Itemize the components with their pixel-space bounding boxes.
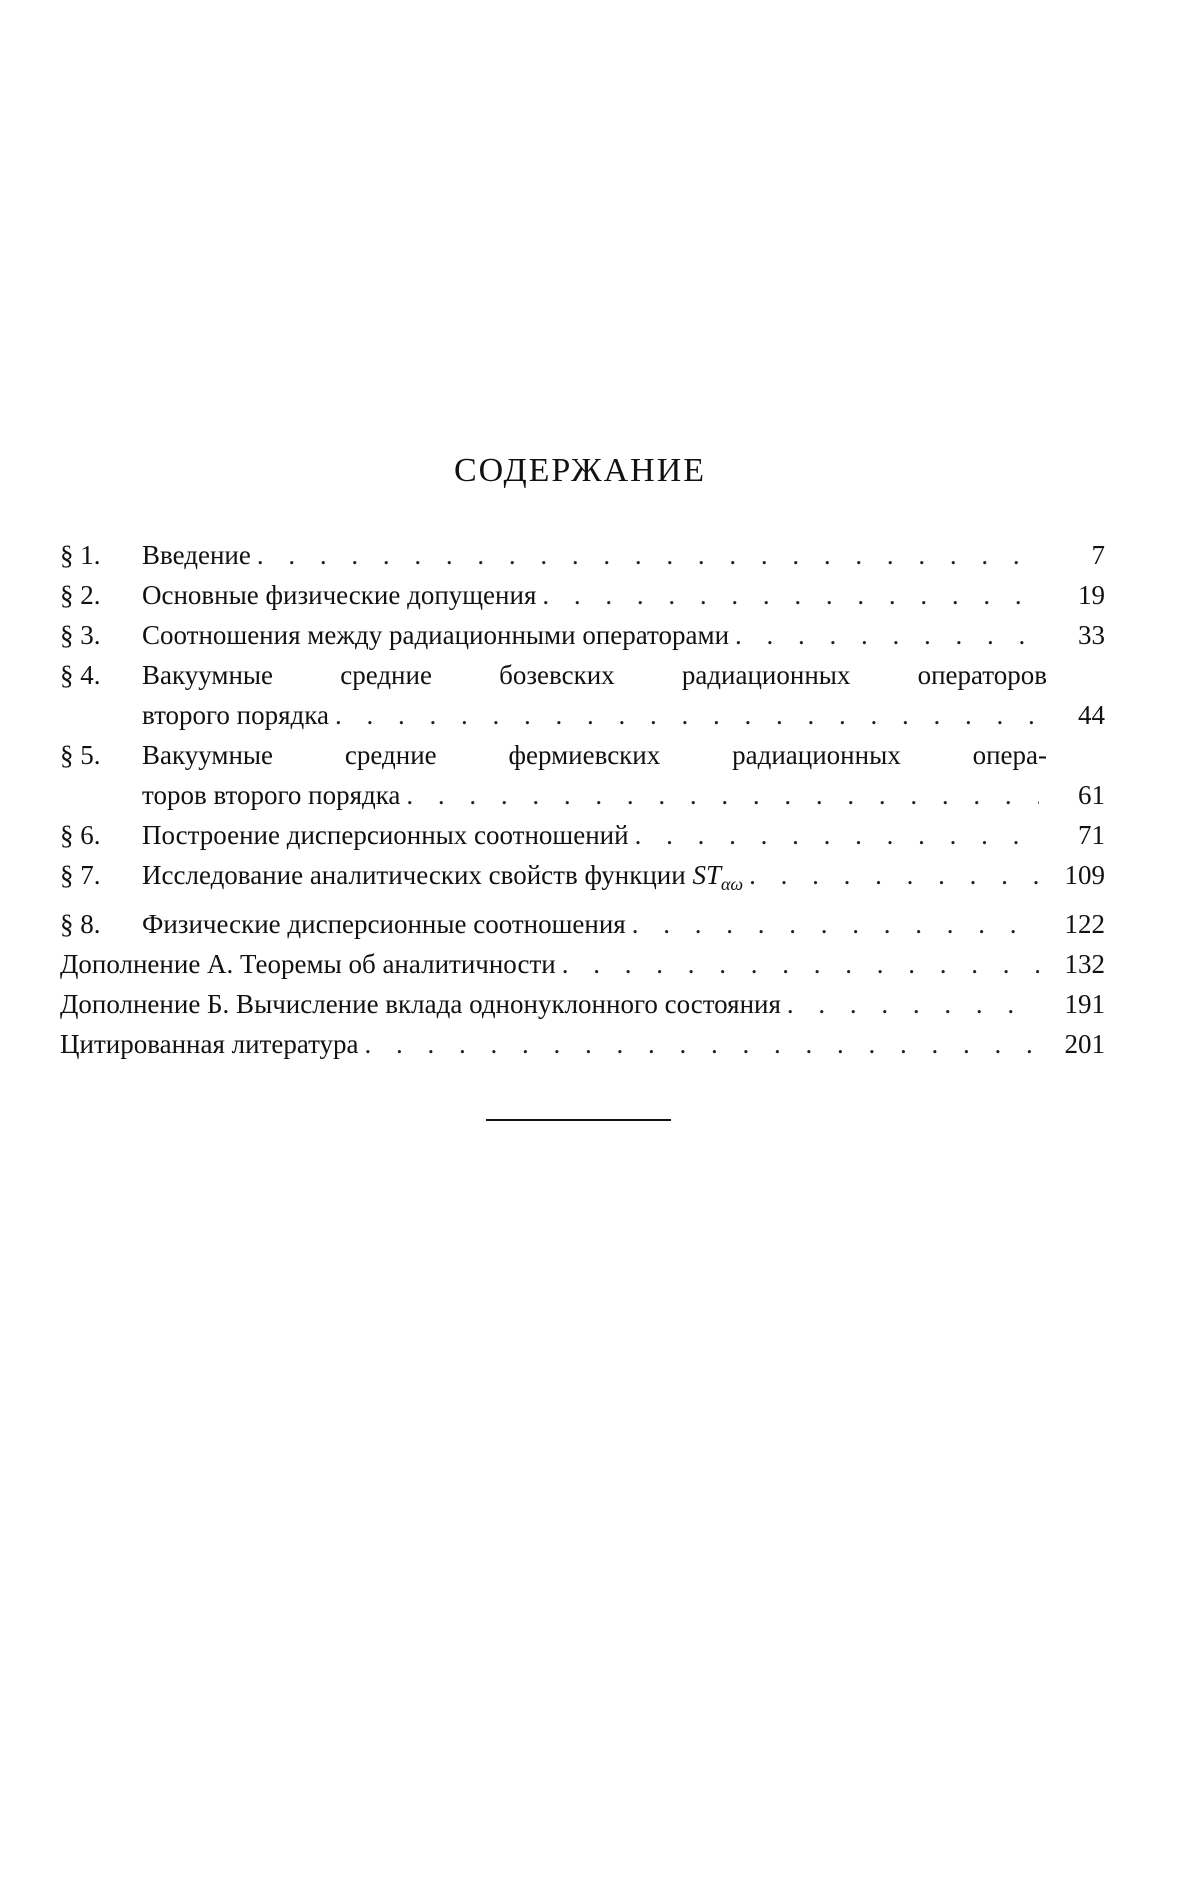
section-title-line2: второго порядка bbox=[142, 700, 329, 730]
section-title: Физические дисперсионные соотношения bbox=[142, 909, 626, 939]
dot-leader bbox=[335, 695, 1039, 735]
section-number: § 3. bbox=[60, 620, 101, 650]
section-title: Соотношения между радиационными операторами bbox=[142, 620, 730, 650]
section-title-text: Исследование аналитических свойств функции bbox=[142, 860, 686, 890]
toc-entry-3 bbox=[60, 615, 1105, 655]
page-number: 61 bbox=[1078, 780, 1105, 810]
toc-appendix-b bbox=[60, 984, 1105, 1024]
page-number: 201 bbox=[1064, 1029, 1105, 1059]
appendix-title: Дополнение Б. Вычисление вклада однонуклонного состояния bbox=[60, 989, 781, 1019]
dot-leader bbox=[635, 815, 1039, 855]
toc-bibliography bbox=[60, 1024, 1105, 1064]
section-number: § 1. bbox=[60, 540, 101, 570]
page-number: 19 bbox=[1078, 580, 1105, 610]
section-number: § 5. bbox=[60, 740, 101, 770]
dot-leader bbox=[749, 855, 1039, 895]
toc-entry-5 bbox=[60, 735, 1105, 815]
section-number: § 8. bbox=[60, 909, 101, 939]
dot-leader bbox=[787, 984, 1039, 1024]
page-number: 71 bbox=[1078, 820, 1105, 850]
section-title bbox=[142, 855, 743, 904]
section-title: Введение bbox=[142, 540, 251, 570]
page-number: 33 bbox=[1078, 620, 1105, 650]
section-number: § 6. bbox=[60, 820, 101, 850]
page-number: 132 bbox=[1064, 949, 1105, 979]
toc-title: СОДЕРЖАНИЕ bbox=[453, 452, 707, 489]
section-number: § 4. bbox=[60, 660, 101, 690]
toc-entry-6 bbox=[60, 815, 1105, 855]
page-number: 7 bbox=[1091, 540, 1105, 570]
formula-subscript: αω bbox=[720, 874, 744, 894]
dot-leader bbox=[632, 904, 1039, 944]
bibliography-title: Цитированная литература bbox=[60, 1029, 359, 1059]
toc-entry-2 bbox=[60, 575, 1105, 615]
section-title: Основные физические допущения bbox=[142, 580, 537, 610]
toc-entry-7 bbox=[60, 855, 1105, 904]
appendix-title: Дополнение А. Теоремы об аналитичности bbox=[60, 949, 556, 979]
page-number: 44 bbox=[1078, 700, 1105, 730]
dot-leader bbox=[365, 1024, 1039, 1064]
formula-main: ST bbox=[692, 860, 721, 890]
section-title-line2: торов второго порядка bbox=[142, 780, 401, 810]
toc-entry-8 bbox=[60, 904, 1105, 944]
dot-leader bbox=[542, 575, 1039, 615]
page-number: 122 bbox=[1064, 909, 1105, 939]
dot-leader bbox=[735, 615, 1039, 655]
end-rule bbox=[486, 1119, 671, 1121]
toc-appendix-a bbox=[60, 944, 1105, 984]
dot-leader bbox=[406, 775, 1039, 815]
page-number: 109 bbox=[1064, 860, 1105, 890]
page-number: 191 bbox=[1064, 989, 1105, 1019]
section-title: Построение дисперсионных соотношений bbox=[142, 820, 629, 850]
table-of-contents bbox=[60, 535, 1105, 1064]
section-title-line1: Вакуумные средние фермиевских радиационных опера- bbox=[142, 740, 1047, 770]
toc-entry-4 bbox=[60, 655, 1105, 735]
section-number: § 7. bbox=[60, 860, 101, 890]
toc-entry-1 bbox=[60, 535, 1105, 575]
section-title-line1: Вакуумные средние бозевских радиационных операторов bbox=[142, 660, 1047, 690]
section-number: § 2. bbox=[60, 580, 101, 610]
dot-leader bbox=[562, 944, 1039, 984]
dot-leader bbox=[257, 535, 1039, 575]
